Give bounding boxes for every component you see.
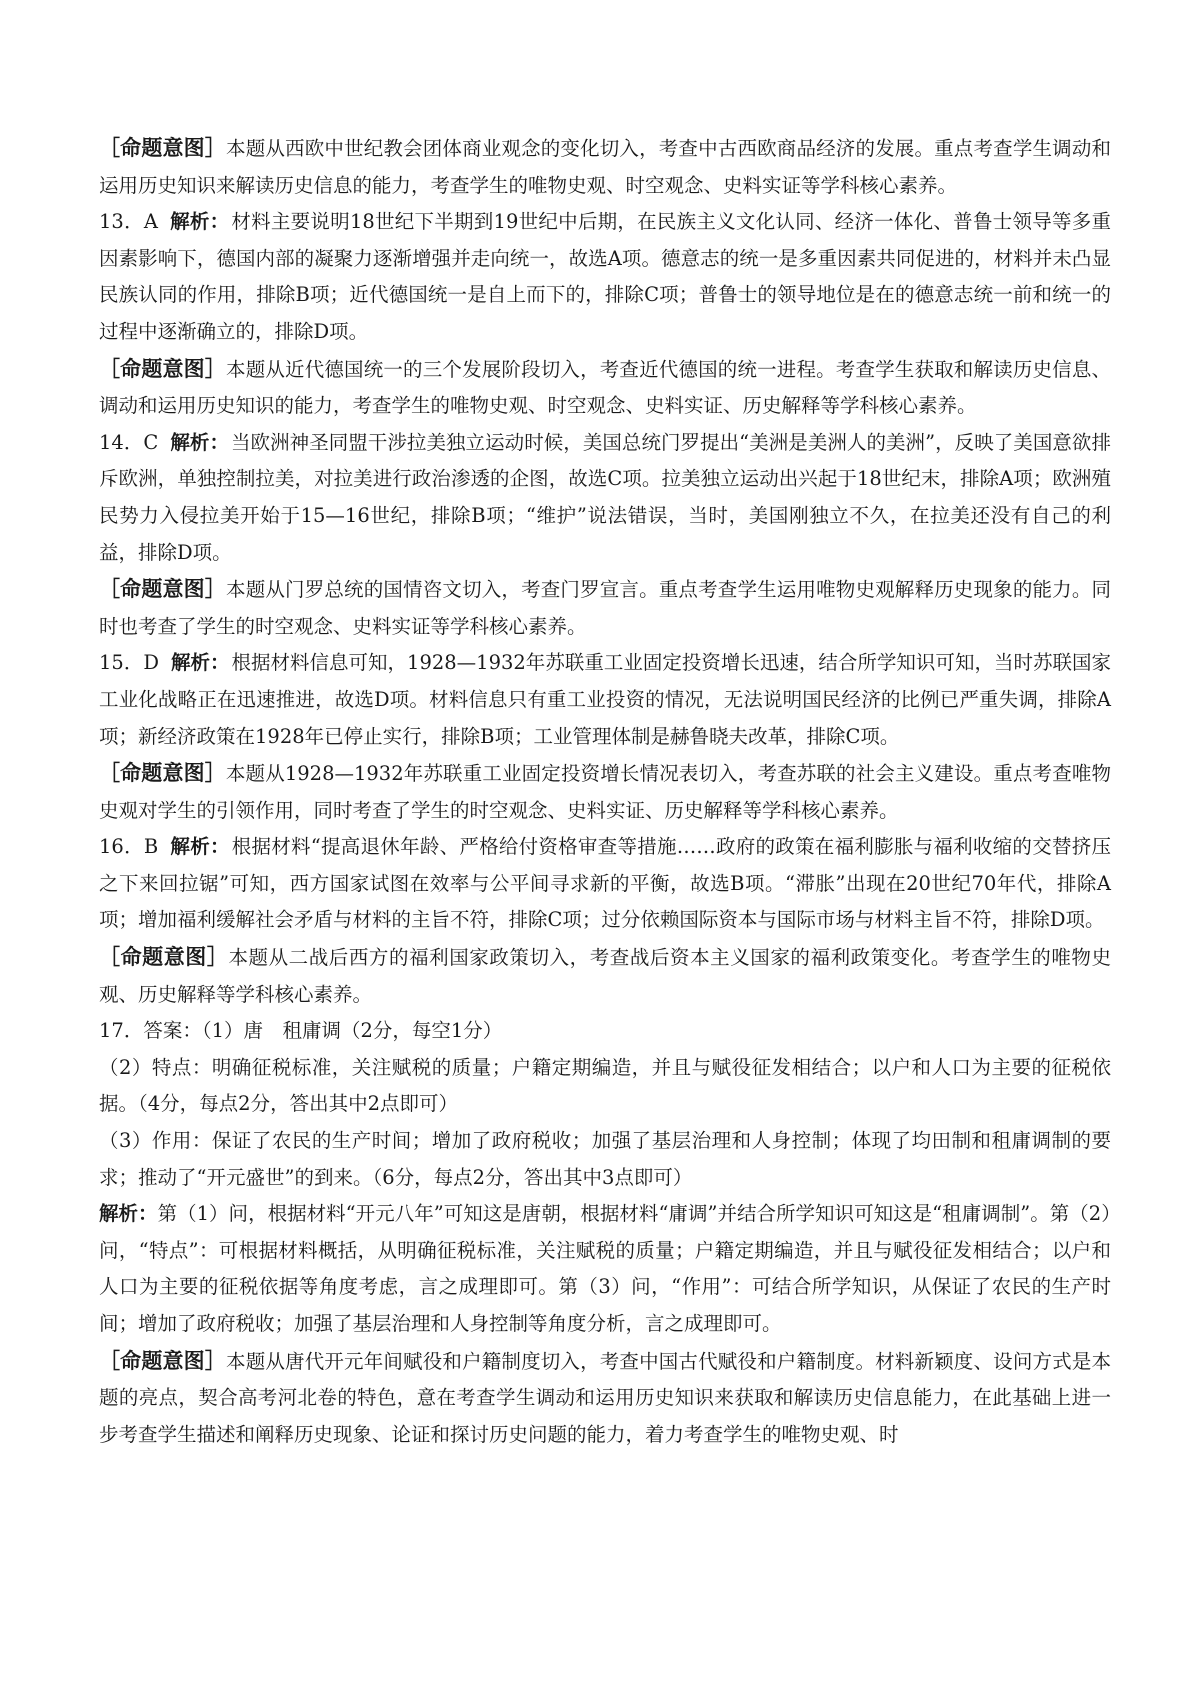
intent-tag: ［命题意图］ [99,136,227,160]
paragraph-text: 材料主要说明18世纪下半期到19世纪中后期，在民族主义文化认同、经济一体化、普鲁士领导等多重因素影响下，德国内部的凝聚力逐渐增强并走向统一，故选A项。德意志的统一是多重因素共同促进的，材料并未凸显民族认同的作用，排除B项；近代德国统一是自上而下的，排除C项；普鲁士的领导地位是在的德意志统一前和统一的过程中逐渐确立的，排除D项。 [99,210,1111,343]
intent-paragraph [99,939,1111,1013]
paragraph-text: （3）作用：保证了农民的生产时间；增加了政府税收；加强了基层治理和人身控制；体现了均田制和租庸调制的要求；推动了“开元盛世”的到来。（6分，每点2分，答出其中3点即可） [99,1129,1111,1189]
intent-paragraph [99,1343,1111,1454]
answer-part [99,1050,1111,1123]
answer-number: 13．A [99,210,158,234]
intent-paragraph [99,755,1111,829]
paragraph-text: 本题从二战后西方的福利国家政策切入，考查战后资本主义国家的福利政策变化。考查学生的唯物史观、历史解释等学科核心素养。 [99,946,1111,1006]
paragraph-text: 根据材料信息可知，1928—1932年苏联重工业固定投资增长迅速，结合所学知识可知，当时苏联国家工业化战略正在迅速推进，故选D项。材料信息只有重工业投资的情况，无法说明国民经济的比例已严重失调，排除A项；新经济政策在1928年已停止实行，排除B项；工业管理体制是赫鲁晓夫改革，排除C项。 [99,651,1111,748]
analysis-label: 解析： [169,210,230,234]
answer-number: 16．B [99,835,159,859]
intent-tag: ［命题意图］ [99,356,227,381]
answer-paragraph [99,645,1111,755]
answer-number: 14．C [99,430,159,454]
intent-tag: ［命题意图］ [99,577,227,602]
intent-paragraph [99,351,1111,425]
intent-tag: ［命题意图］ [99,1348,227,1373]
analysis-label: 解析： [170,430,230,454]
paragraph-text: 本题从近代德国统一的三个发展阶段切入，考查近代德国的统一进程。考查学生获取和解读历史信息、调动和运用历史知识的能力，考查学生的唯物史观、时空观念、史料实证、历史解释等学科核心素养。 [99,357,1111,418]
analysis-label: 解析： [170,835,230,859]
paragraph-text: 本题从唐代开元年间赋役和户籍制度切入，考查中国古代赋役和户籍制度。材料新颖度、设问方式是本题的亮点，契合高考河北卷的特色，意在考查学生调动和运用历史知识来获取和解读历史信息能力，在此基础上进一步考查学生描述和阐释历史现象、论证和探讨历史问题的能力，着力考查学生的唯物史观、时 [99,1349,1111,1446]
paragraph-text: 17．答案：（1）唐 租庸调（2分，每空1分） [99,1019,503,1043]
answer-number: 15．D [99,651,159,675]
paragraph-text: （2）特点：明确征税标准，关注赋税的质量；户籍定期编造，并且与赋役征发相结合；以户和人口为主要的征税依据。（4分，每点2分，答出其中2点即可） [99,1055,1111,1116]
analysis-label: 解析： [99,1202,158,1226]
intent-paragraph [99,130,1111,204]
paragraph-text: 本题从西欧中世纪教会团体商业观念的变化切入，考查中古西欧商品经济的发展。重点考查学生调动和运用历史知识来解读历史信息的能力，考查学生的唯物史观、时空观念、史料实证等学科核心素养。 [99,137,1111,197]
answer-paragraph [99,204,1111,350]
intent-paragraph [99,571,1111,645]
paragraph-text: 本题从1928—1932年苏联重工业固定投资增长情况表切入，考查苏联的社会主义建设。重点考查唯物史观对学生的引领作用，同时考查了学生的时空观念、史料实证、历史解释等学科核心素养。 [99,762,1111,822]
paragraph-text: 第（1）问，根据材料“开元八年”可知这是唐朝，根据材料“庸调”并结合所学知识可知这是“租庸调制”。第（2）问，“特点”：可根据材料概括，从明确征税标准，关注赋税的质量；户籍定期编造，并且与赋役征发相结合；以户和人口为主要的征税依据等角度考虑，言之成理即可。第（3）问，“作用”：可结合所学知识，从保证了农民的生产时间；增加了政府税收；加强了基层治理和人身控制等角度分析，言之成理即可。 [99,1202,1111,1335]
analysis-label: 解析： [170,651,230,675]
answer-heading [99,1013,1111,1050]
paragraph-text: 当欧洲神圣同盟干涉拉美独立运动时候，美国总统门罗提出“美洲是美洲人的美洲”，反映了美国意欲排斥欧洲，单独控制拉美，对拉美进行政治渗透的企图，故选C项。拉美独立运动出兴起于18世纪末，排除A项；欧洲殖民势力入侵拉美开始于15—16世纪，排除B项；“维护”说法错误，当时，美国刚独立不久，在拉美还没有自己的利益，排除D项。 [99,430,1111,564]
intent-tag: ［命题意图］ [99,945,229,970]
intent-tag: ［命题意图］ [99,761,226,786]
paragraph-text: 本题从门罗总统的国情咨文切入，考查门罗宣言。重点考查学生运用唯物史观解释历史现象的能力。同时也考查了学生的时空观念、史料实证等学科核心素养。 [99,578,1111,638]
answer-paragraph [99,829,1111,939]
answer-part [99,1123,1111,1196]
analysis-paragraph [99,1196,1111,1342]
paragraph-text: 根据材料“提高退休年龄、严格给付资格审查等措施……政府的政策在福利膨胀与福利收缩的交替挤压之下来回拉锯”可知，西方国家试图在效率与公平间寻求新的平衡，故选B项。“滞胀”出现在20世纪70年代，排除A项；增加福利缓解社会矛盾与材料的主旨不符，排除C项；过分依赖国际资本与国际市场与材料主旨不符，排除D项。 [99,835,1111,932]
document-page [99,130,1111,1453]
answer-paragraph [99,425,1111,571]
